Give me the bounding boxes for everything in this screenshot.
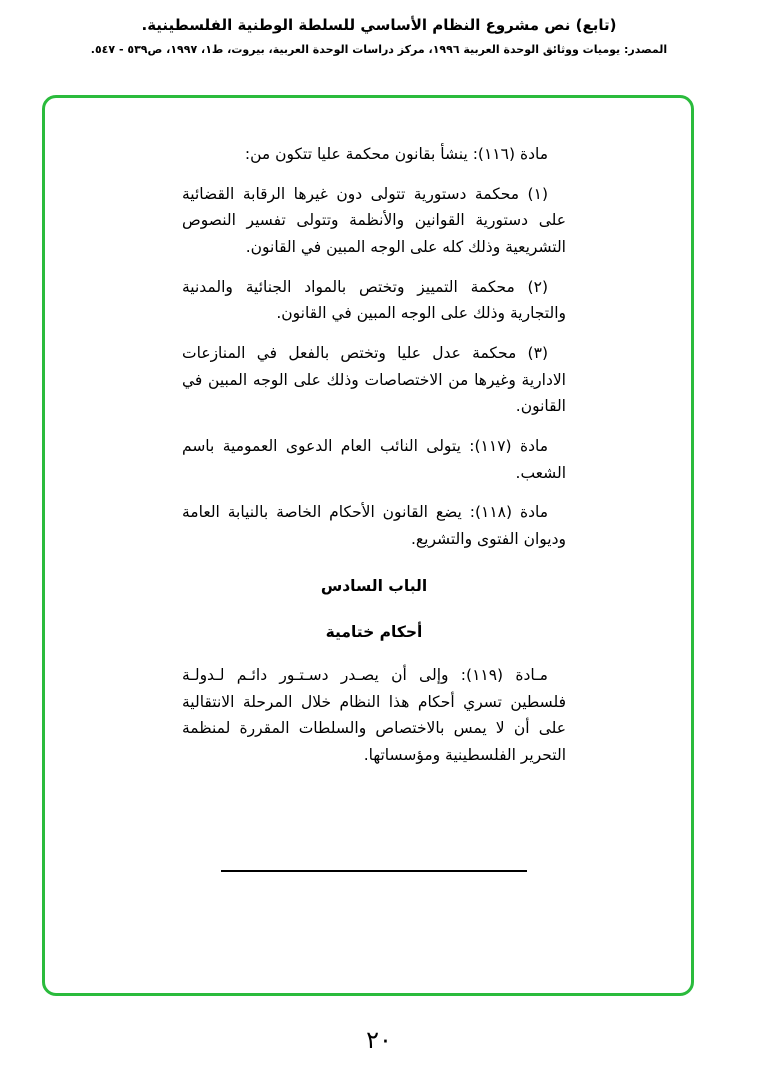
article-116-intro: مادة (١١٦): ينشأ بقانون محكمة عليا تتكون من: xyxy=(244,145,548,163)
article-118: مادة (١١٨): يضع القانون الأحكام الخاصة بالنيابة العامة وديوان الفتوى والتشريع. xyxy=(182,503,566,548)
chapter-six-heading: الباب السادس xyxy=(320,576,428,595)
document-title: (تابع) نص مشروع النظام الأساسي للسلطة الوطنية الفلسطينية. xyxy=(141,16,617,34)
article-116-clause-1: (١) محكمة دستورية تتولى دون غيرها الرقابة القضائية على دستورية القوانين والأنظمة وتتولى تفسير النصوص التشريعية وذلك كله على الوجه المبين في القانون. xyxy=(182,184,566,256)
document-source-line: المصدر: يوميات ووثائق الوحدة العربية ١٩٩٦، مركز دراسات الوحدة العربية، بيروت، ط١، ١٩٩٧، ص٥٣٩ - ٥٤٧. xyxy=(90,42,668,56)
article-116-clause-2: (٢) محكمة التمييز وتختص بالمواد الجنائية والمدنية والتجارية وذلك على الوجه المبين في القانون. xyxy=(182,277,566,323)
article-117: مادة (١١٧): يتولى النائب العام الدعوى العمومية باسم الشعب. xyxy=(182,436,566,482)
document-body xyxy=(42,95,694,872)
final-provisions-heading: أحكام ختامية xyxy=(325,623,423,642)
end-of-text-divider xyxy=(221,870,527,872)
page-number: ٢٠ xyxy=(366,1026,392,1054)
article-116-clause-3: (٣) محكمة عدل عليا وتختص بالفعل في المنازعات الادارية وغيرها من الاختصاصات وذلك على الوجه المبين في القانون. xyxy=(182,343,566,416)
document-header xyxy=(0,16,758,57)
article-119: مـادة (١١٩): وإلى أن يصـدر دسـتـور دائـم لـدولـة فلسطين تسري أحكام هذا النظام خلال المرحلة الانتقالية على أن لا يمس بالاختصاص والسلطات المقررة لمنظمة التحرير الفلسطينية ومؤسساتها. xyxy=(182,665,566,764)
